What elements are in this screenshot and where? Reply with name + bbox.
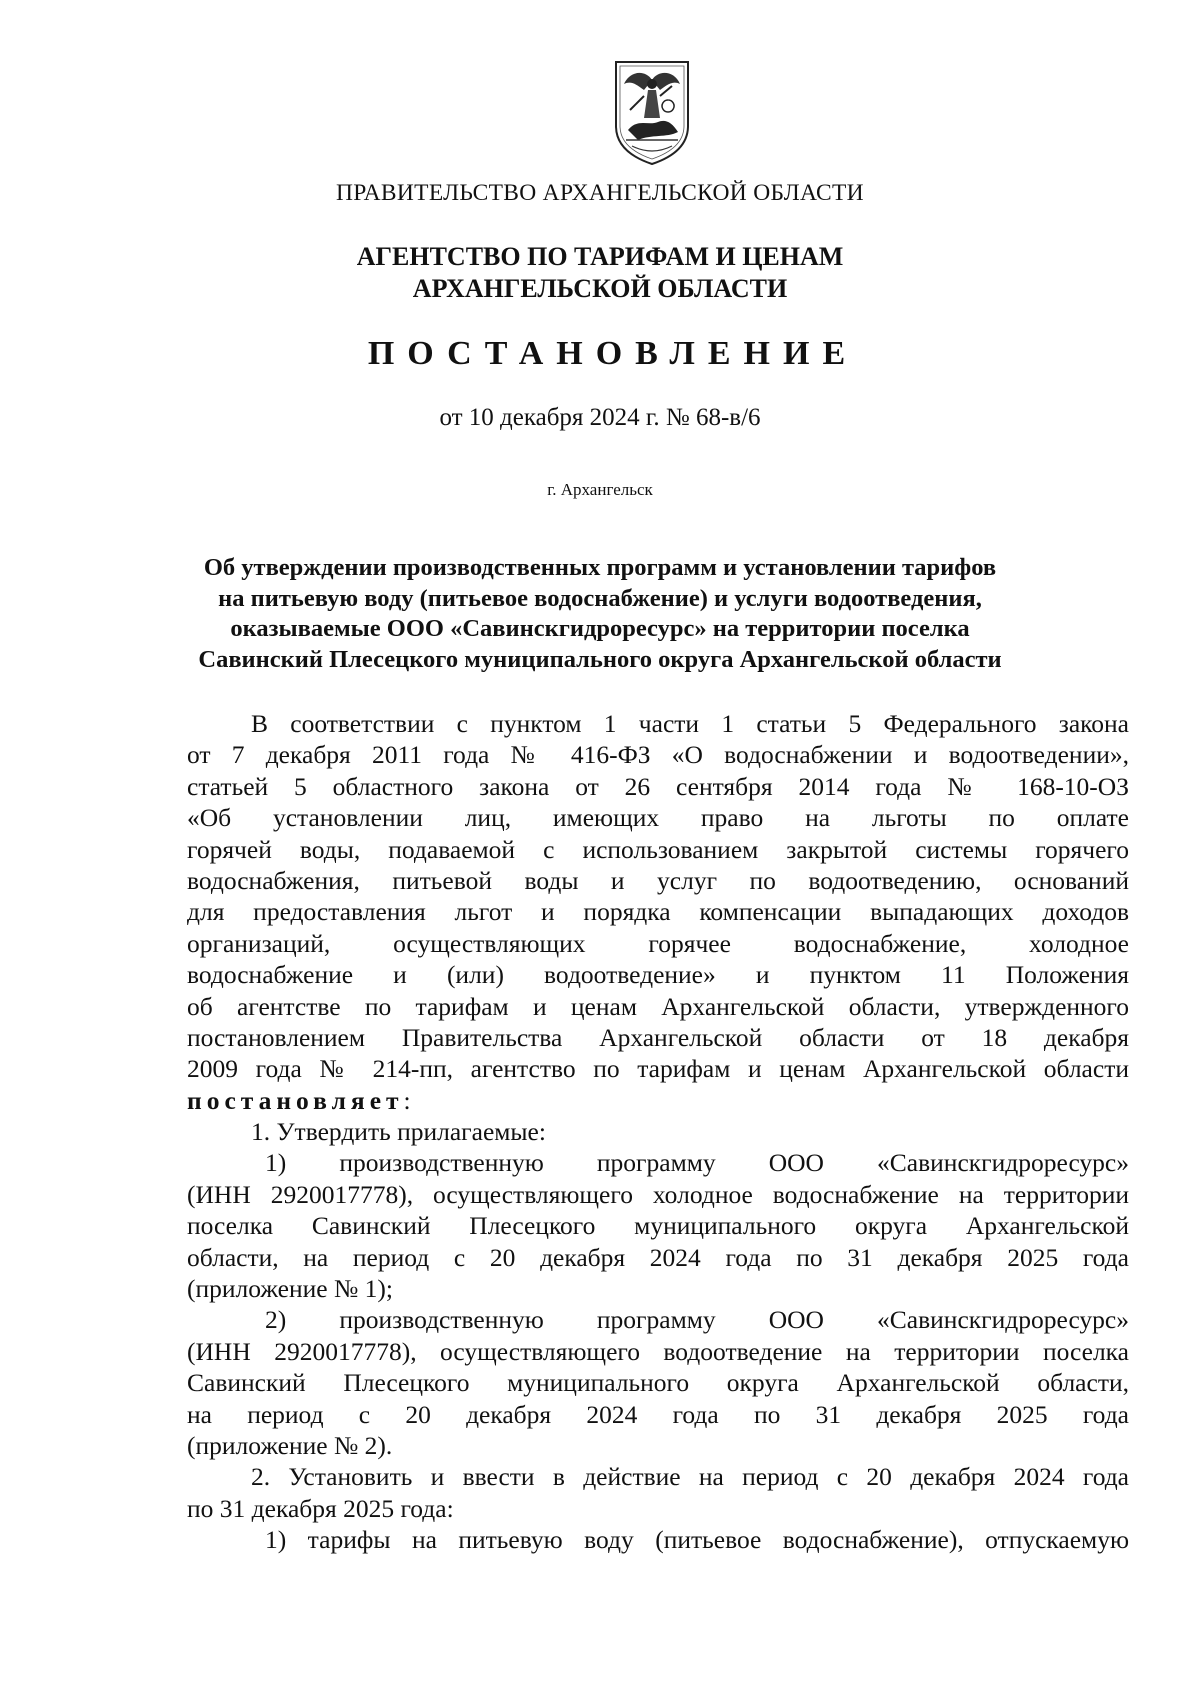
document-date-number: от 10 декабря 2024 г. № 68-в/6 — [439, 404, 761, 431]
preamble-line: горячей воды, подаваемой с использованием закрытой системы горячего — [187, 834, 1129, 864]
item-2-line: по 31 декабря 2025 года: — [187, 1493, 454, 1523]
preamble-line: организаций, осуществляющих горячее водоснабжение, холодное — [187, 928, 1129, 958]
item-1-2-line: (ИНН 2920017778), осуществляющего водоотведение на территории поселка — [187, 1336, 1129, 1366]
title-line: Об утверждении производственных программ и установлении тарифов — [203, 554, 997, 581]
agency-name-line-2: АРХАНГЕЛЬСКОЙ ОБЛАСТИ — [412, 274, 788, 303]
item-1-2-line: на период с 20 декабря 2024 года по 31 декабря 2025 года — [187, 1399, 1129, 1429]
government-name: ПРАВИТЕЛЬСТВО АРХАНГЕЛЬСКОЙ ОБЛАСТИ — [336, 180, 864, 206]
item-2-1-line: 1) тарифы на питьевую воду (питьевое водоснабжение), отпускаемую — [265, 1525, 1129, 1555]
preamble-line: водоснабжение и (или) водоотведение» и пунктом 11 Положения — [187, 960, 1129, 990]
archangel-emblem-icon — [608, 56, 696, 168]
item-1-1-line: (приложение № 1); — [187, 1274, 393, 1304]
item-1-2-line: Савинский Плесецкого муниципального округа Архангельской области, — [187, 1368, 1129, 1398]
item-1-heading: 1. Утвердить прилагаемые: — [251, 1117, 546, 1147]
item-1-1-line: поселка Савинский Плесецкого муниципального округа Архангельской — [187, 1211, 1129, 1241]
item-1-1-line: (ИНН 2920017778), осуществляющего холодное водоснабжение на территории — [187, 1179, 1129, 1209]
preamble-line: В соответствии с пунктом 1 части 1 статьи 5 Федерального закона — [251, 709, 1129, 738]
preamble-line: водоснабжения, питьевой воды и услуг по водоотведению, оснований — [187, 865, 1129, 895]
document-type-heading: ПОСТАНОВЛЕНИЕ — [367, 335, 859, 372]
preamble-line: для предоставления льгот и порядка компенсации выпадающих доходов — [187, 897, 1129, 927]
preamble-line: 2009 года № 214-пп, агентство по тарифам и ценам Архангельской области — [187, 1054, 1129, 1084]
document-title — [150, 553, 1050, 675]
document-city: г. Архангельск — [547, 480, 653, 499]
item-2-line: 2. Установить и ввести в действие на период с 20 декабря 2024 года — [251, 1462, 1129, 1492]
decides-word: постановляет — [187, 1085, 404, 1115]
preamble-line: «Об установлении лиц, имеющих право на льготы по оплате — [187, 803, 1129, 833]
preamble-line: статьей 5 областного закона от 26 сентября 2014 года № 168-10-ОЗ — [187, 771, 1129, 801]
coat-of-arms-emblem — [608, 56, 696, 168]
preamble-line: постановлением Правительства Архангельской области от 18 декабря — [187, 1022, 1129, 1052]
title-line: Савинский Плесецкого муниципального округа Архангельской области — [198, 645, 1002, 673]
item-1-2-line: (приложение № 2). — [187, 1430, 393, 1460]
item-1-2-line: 2) производственную программу ООО «Савинскгидроресурс» — [265, 1305, 1129, 1335]
preamble-line: об агентстве по тарифам и ценам Архангельской области, утвержденного — [187, 991, 1129, 1021]
decides-colon: : — [403, 1085, 411, 1115]
document-body — [187, 708, 1129, 1556]
decides-line — [187, 1085, 1129, 1116]
item-1-1-line: 1) производственную программу ООО «Савинскгидроресурс» — [265, 1148, 1129, 1178]
title-line: оказываемые ООО «Савинскгидроресурс» на территории поселка — [230, 615, 970, 642]
agency-name-line-1: АГЕНТСТВО ПО ТАРИФАМ И ЦЕНАМ — [356, 242, 844, 271]
item-1-1-line: области, на период с 20 декабря 2024 года по 31 декабря 2025 года — [187, 1242, 1129, 1272]
preamble-line: от 7 декабря 2011 года № 416-ФЗ «О водоснабжении и водоотведении», — [187, 740, 1129, 770]
title-line: на питьевую воду (питьевое водоснабжение) и услуги водоотведения, — [218, 584, 982, 612]
